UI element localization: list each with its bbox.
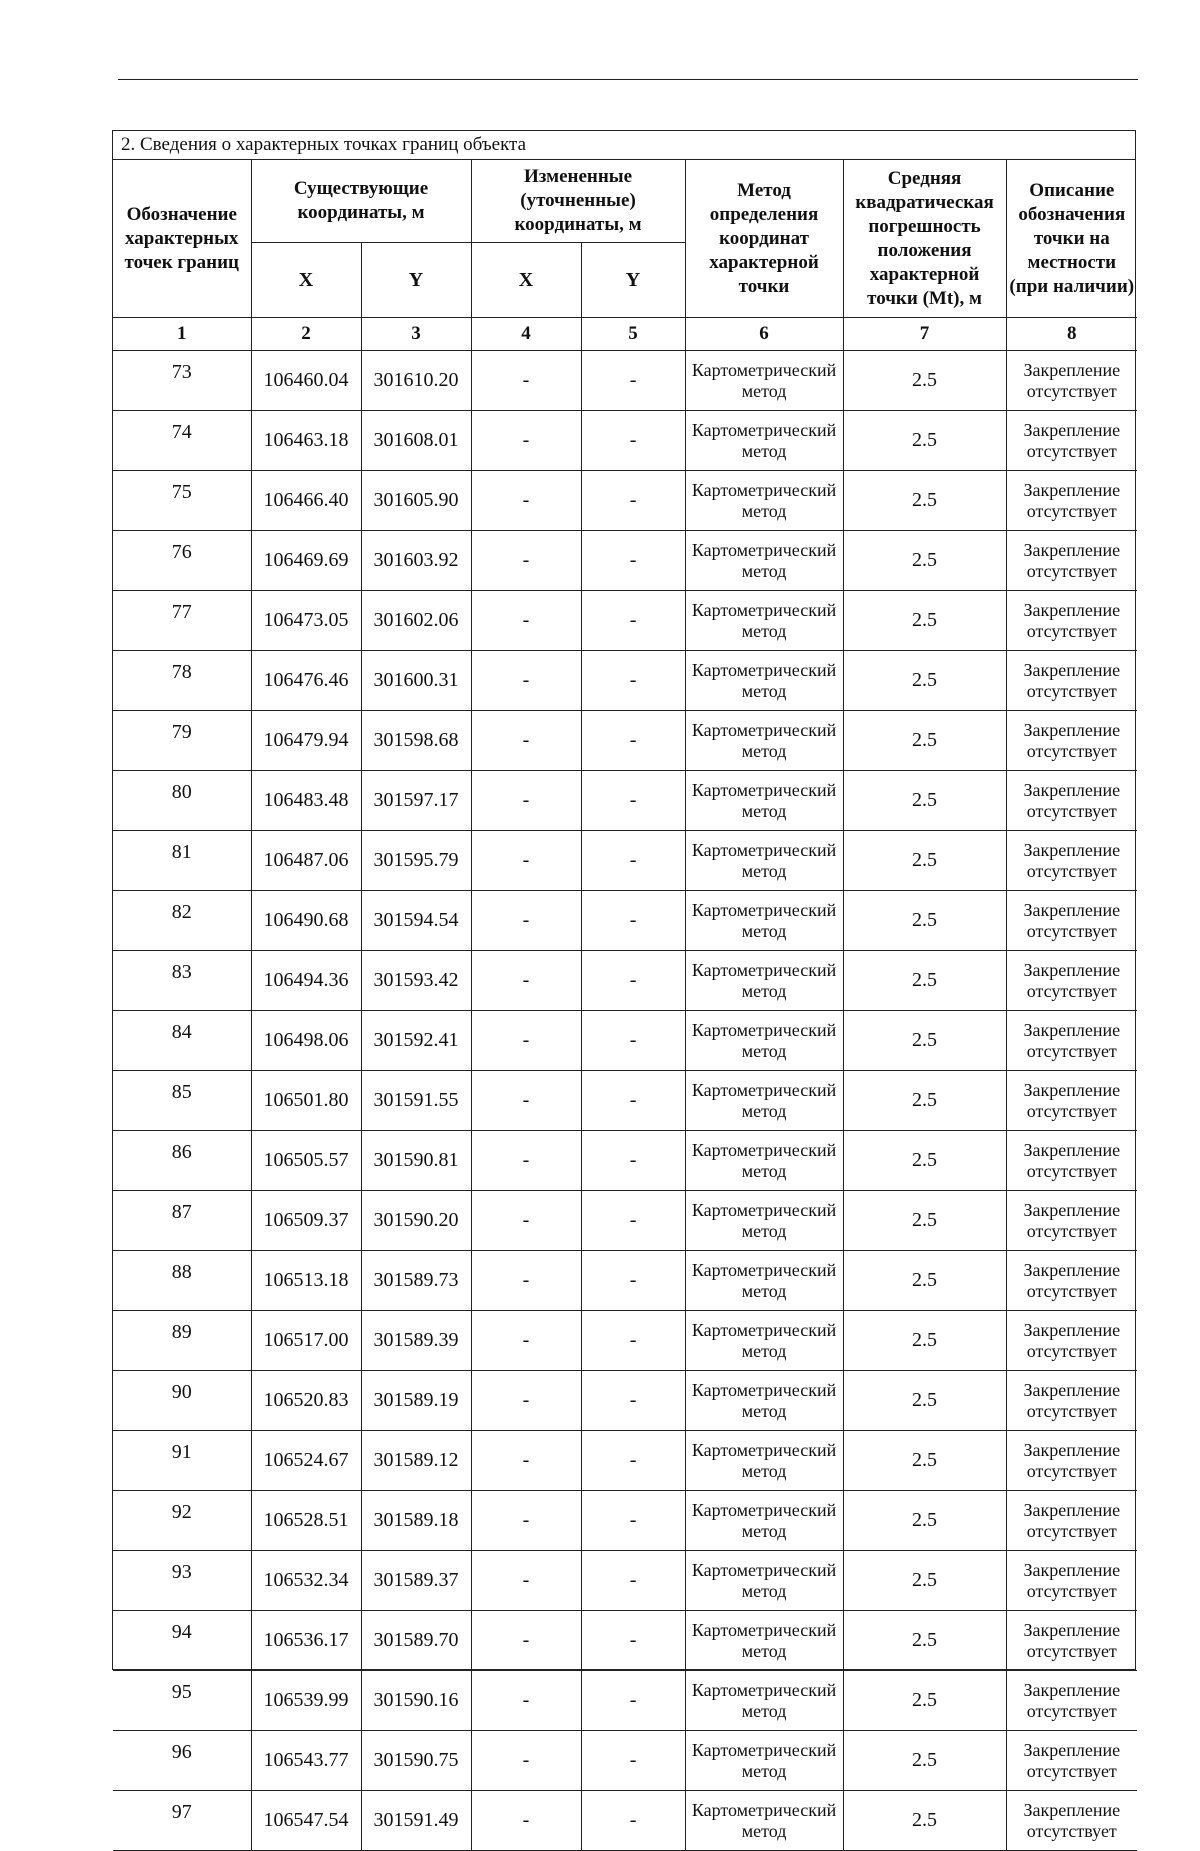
method-value: Картометрический метод bbox=[685, 1551, 843, 1611]
point-number: 95 bbox=[113, 1671, 251, 1731]
point-number: 88 bbox=[113, 1251, 251, 1311]
point-number: 90 bbox=[113, 1371, 251, 1431]
point-number: 81 bbox=[113, 831, 251, 891]
existing-y-value: 301590.75 bbox=[361, 1731, 471, 1791]
changed-x-value: - bbox=[471, 1071, 581, 1131]
table-row bbox=[113, 1011, 1137, 1071]
point-number: 80 bbox=[113, 771, 251, 831]
method-value: Картометрический метод bbox=[685, 1371, 843, 1431]
mean-error-value: 2.5 bbox=[843, 1791, 1006, 1851]
point-number: 91 bbox=[113, 1431, 251, 1491]
table-row bbox=[113, 1371, 1137, 1431]
description-value: Закрепление отсутствует bbox=[1006, 1011, 1137, 1071]
table-row bbox=[113, 1311, 1137, 1371]
header-changed-x: X bbox=[471, 243, 581, 318]
changed-x-value: - bbox=[471, 831, 581, 891]
existing-x-value: 106547.54 bbox=[251, 1791, 361, 1851]
mean-error-value: 2.5 bbox=[843, 471, 1006, 531]
existing-x-value: 106498.06 bbox=[251, 1011, 361, 1071]
changed-y-value: - bbox=[581, 531, 685, 591]
table-row bbox=[113, 1131, 1137, 1191]
method-value: Картометрический метод bbox=[685, 831, 843, 891]
mean-error-value: 2.5 bbox=[843, 1491, 1006, 1551]
table-row bbox=[113, 1491, 1137, 1551]
changed-x-value: - bbox=[471, 1311, 581, 1371]
mean-error-value: 2.5 bbox=[843, 771, 1006, 831]
mean-error-value: 2.5 bbox=[843, 351, 1006, 411]
existing-x-value: 106543.77 bbox=[251, 1731, 361, 1791]
existing-x-value: 106532.34 bbox=[251, 1551, 361, 1611]
existing-x-value: 106539.99 bbox=[251, 1671, 361, 1731]
header-description: Описание обозначения точки на местности (при наличии) bbox=[1006, 160, 1137, 318]
header-existing-coordinates: Существующие координаты, м bbox=[251, 160, 471, 243]
boundary-points-section bbox=[112, 130, 1136, 1841]
mean-error-value: 2.5 bbox=[843, 1551, 1006, 1611]
existing-y-value: 301589.39 bbox=[361, 1311, 471, 1371]
mean-error-value: 2.5 bbox=[843, 831, 1006, 891]
method-value: Картометрический метод bbox=[685, 1731, 843, 1791]
method-value: Картометрический метод bbox=[685, 591, 843, 651]
point-number: 94 bbox=[113, 1611, 251, 1671]
existing-y-value: 301590.20 bbox=[361, 1191, 471, 1251]
point-number: 96 bbox=[113, 1731, 251, 1791]
table-body bbox=[113, 351, 1137, 1851]
method-value: Картометрический метод bbox=[685, 711, 843, 771]
description-value: Закрепление отсутствует bbox=[1006, 1311, 1137, 1371]
changed-x-value: - bbox=[471, 531, 581, 591]
existing-x-value: 106528.51 bbox=[251, 1491, 361, 1551]
existing-y-value: 301600.31 bbox=[361, 651, 471, 711]
section-title: 2. Сведения о характерных точках границ объекта bbox=[113, 131, 1135, 160]
existing-x-value: 106509.37 bbox=[251, 1191, 361, 1251]
table-row bbox=[113, 711, 1137, 771]
description-value: Закрепление отсутствует bbox=[1006, 951, 1137, 1011]
table-row bbox=[113, 1731, 1137, 1791]
column-number: 4 bbox=[471, 318, 581, 351]
mean-error-value: 2.5 bbox=[843, 411, 1006, 471]
column-number: 8 bbox=[1006, 318, 1137, 351]
table-row bbox=[113, 891, 1137, 951]
mean-error-value: 2.5 bbox=[843, 711, 1006, 771]
changed-x-value: - bbox=[471, 1611, 581, 1671]
mean-error-value: 2.5 bbox=[843, 1671, 1006, 1731]
changed-y-value: - bbox=[581, 1731, 685, 1791]
changed-x-value: - bbox=[471, 1551, 581, 1611]
existing-x-value: 106490.68 bbox=[251, 891, 361, 951]
method-value: Картометрический метод bbox=[685, 771, 843, 831]
existing-x-value: 106536.17 bbox=[251, 1611, 361, 1671]
description-value: Закрепление отсутствует bbox=[1006, 831, 1137, 891]
point-number: 86 bbox=[113, 1131, 251, 1191]
description-value: Закрепление отсутствует bbox=[1006, 651, 1137, 711]
changed-x-value: - bbox=[471, 411, 581, 471]
description-value: Закрепление отсутствует bbox=[1006, 531, 1137, 591]
header-existing-y: Y bbox=[361, 243, 471, 318]
point-number: 75 bbox=[113, 471, 251, 531]
column-number: 6 bbox=[685, 318, 843, 351]
existing-y-value: 301602.06 bbox=[361, 591, 471, 651]
method-value: Картометрический метод bbox=[685, 651, 843, 711]
table-row bbox=[113, 771, 1137, 831]
method-value: Картометрический метод bbox=[685, 1071, 843, 1131]
point-number: 92 bbox=[113, 1491, 251, 1551]
method-value: Картометрический метод bbox=[685, 891, 843, 951]
existing-y-value: 301610.20 bbox=[361, 351, 471, 411]
mean-error-value: 2.5 bbox=[843, 1731, 1006, 1791]
existing-x-value: 106476.46 bbox=[251, 651, 361, 711]
column-number: 5 bbox=[581, 318, 685, 351]
point-number: 87 bbox=[113, 1191, 251, 1251]
column-number-row bbox=[113, 318, 1137, 351]
mean-error-value: 2.5 bbox=[843, 651, 1006, 711]
existing-x-value: 106494.36 bbox=[251, 951, 361, 1011]
changed-y-value: - bbox=[581, 1011, 685, 1071]
changed-y-value: - bbox=[581, 711, 685, 771]
changed-x-value: - bbox=[471, 1251, 581, 1311]
point-number: 83 bbox=[113, 951, 251, 1011]
existing-x-value: 106487.06 bbox=[251, 831, 361, 891]
method-value: Картометрический метод bbox=[685, 351, 843, 411]
changed-x-value: - bbox=[471, 1671, 581, 1731]
description-value: Закрепление отсутствует bbox=[1006, 1551, 1137, 1611]
boundary-points-table bbox=[113, 160, 1137, 1851]
changed-y-value: - bbox=[581, 1791, 685, 1851]
point-number: 77 bbox=[113, 591, 251, 651]
mean-error-value: 2.5 bbox=[843, 1071, 1006, 1131]
table-row bbox=[113, 1251, 1137, 1311]
existing-y-value: 301593.42 bbox=[361, 951, 471, 1011]
existing-y-value: 301589.18 bbox=[361, 1491, 471, 1551]
changed-x-value: - bbox=[471, 891, 581, 951]
method-value: Картометрический метод bbox=[685, 1191, 843, 1251]
changed-y-value: - bbox=[581, 771, 685, 831]
changed-x-value: - bbox=[471, 951, 581, 1011]
description-value: Закрепление отсутствует bbox=[1006, 411, 1137, 471]
changed-y-value: - bbox=[581, 1131, 685, 1191]
table-row bbox=[113, 1431, 1137, 1491]
existing-x-value: 106466.40 bbox=[251, 471, 361, 531]
method-value: Картометрический метод bbox=[685, 1251, 843, 1311]
column-number: 2 bbox=[251, 318, 361, 351]
description-value: Закрепление отсутствует bbox=[1006, 1431, 1137, 1491]
existing-x-value: 106513.18 bbox=[251, 1251, 361, 1311]
page-rule bbox=[118, 79, 1138, 80]
description-value: Закрепление отсутствует bbox=[1006, 591, 1137, 651]
existing-x-value: 106473.05 bbox=[251, 591, 361, 651]
method-value: Картометрический метод bbox=[685, 471, 843, 531]
point-number: 78 bbox=[113, 651, 251, 711]
point-number: 74 bbox=[113, 411, 251, 471]
changed-x-value: - bbox=[471, 1011, 581, 1071]
header-mean-error: Средняя квадратическая погрешность положения характерной точки (Mt), м bbox=[843, 160, 1006, 318]
column-number: 3 bbox=[361, 318, 471, 351]
mean-error-value: 2.5 bbox=[843, 1611, 1006, 1671]
changed-x-value: - bbox=[471, 1731, 581, 1791]
changed-x-value: - bbox=[471, 1191, 581, 1251]
changed-y-value: - bbox=[581, 651, 685, 711]
changed-y-value: - bbox=[581, 471, 685, 531]
description-value: Закрепление отсутствует bbox=[1006, 1191, 1137, 1251]
changed-y-value: - bbox=[581, 411, 685, 471]
changed-y-value: - bbox=[581, 1671, 685, 1731]
mean-error-value: 2.5 bbox=[843, 1251, 1006, 1311]
mean-error-value: 2.5 bbox=[843, 531, 1006, 591]
point-number: 89 bbox=[113, 1311, 251, 1371]
table-row bbox=[113, 1071, 1137, 1131]
mean-error-value: 2.5 bbox=[843, 1371, 1006, 1431]
existing-x-value: 106479.94 bbox=[251, 711, 361, 771]
header-existing-x: X bbox=[251, 243, 361, 318]
existing-y-value: 301598.68 bbox=[361, 711, 471, 771]
changed-x-value: - bbox=[471, 1791, 581, 1851]
changed-y-value: - bbox=[581, 1251, 685, 1311]
changed-y-value: - bbox=[581, 1611, 685, 1671]
column-number: 1 bbox=[113, 318, 251, 351]
existing-y-value: 301589.19 bbox=[361, 1371, 471, 1431]
description-value: Закрепление отсутствует bbox=[1006, 891, 1137, 951]
description-value: Закрепление отсутствует bbox=[1006, 1611, 1137, 1671]
changed-y-value: - bbox=[581, 1491, 685, 1551]
changed-x-value: - bbox=[471, 351, 581, 411]
point-number: 93 bbox=[113, 1551, 251, 1611]
changed-y-value: - bbox=[581, 591, 685, 651]
changed-x-value: - bbox=[471, 1131, 581, 1191]
mean-error-value: 2.5 bbox=[843, 951, 1006, 1011]
existing-y-value: 301592.41 bbox=[361, 1011, 471, 1071]
existing-x-value: 106517.00 bbox=[251, 1311, 361, 1371]
table-row bbox=[113, 1671, 1137, 1731]
table-row bbox=[113, 1791, 1137, 1851]
changed-y-value: - bbox=[581, 1191, 685, 1251]
changed-x-value: - bbox=[471, 1491, 581, 1551]
existing-x-value: 106520.83 bbox=[251, 1371, 361, 1431]
existing-y-value: 301594.54 bbox=[361, 891, 471, 951]
description-value: Закрепление отсутствует bbox=[1006, 471, 1137, 531]
mean-error-value: 2.5 bbox=[843, 1131, 1006, 1191]
mean-error-value: 2.5 bbox=[843, 1191, 1006, 1251]
method-value: Картометрический метод bbox=[685, 1791, 843, 1851]
existing-x-value: 106524.67 bbox=[251, 1431, 361, 1491]
changed-x-value: - bbox=[471, 471, 581, 531]
method-value: Картометрический метод bbox=[685, 1011, 843, 1071]
existing-x-value: 106501.80 bbox=[251, 1071, 361, 1131]
method-value: Картометрический метод bbox=[685, 531, 843, 591]
table-row bbox=[113, 1551, 1137, 1611]
changed-x-value: - bbox=[471, 1371, 581, 1431]
method-value: Картометрический метод bbox=[685, 951, 843, 1011]
point-number: 97 bbox=[113, 1791, 251, 1851]
table-row bbox=[113, 531, 1137, 591]
existing-y-value: 301589.70 bbox=[361, 1611, 471, 1671]
point-number: 79 bbox=[113, 711, 251, 771]
header-method: Метод определения координат характерной точки bbox=[685, 160, 843, 318]
description-value: Закрепление отсутствует bbox=[1006, 1491, 1137, 1551]
existing-y-value: 301589.37 bbox=[361, 1551, 471, 1611]
method-value: Картометрический метод bbox=[685, 1311, 843, 1371]
changed-y-value: - bbox=[581, 831, 685, 891]
existing-y-value: 301589.12 bbox=[361, 1431, 471, 1491]
table-row bbox=[113, 831, 1137, 891]
mean-error-value: 2.5 bbox=[843, 1311, 1006, 1371]
point-number: 73 bbox=[113, 351, 251, 411]
existing-y-value: 301591.49 bbox=[361, 1791, 471, 1851]
mean-error-value: 2.5 bbox=[843, 1011, 1006, 1071]
description-value: Закрепление отсутствует bbox=[1006, 1251, 1137, 1311]
point-number: 76 bbox=[113, 531, 251, 591]
point-number: 85 bbox=[113, 1071, 251, 1131]
method-value: Картометрический метод bbox=[685, 1611, 843, 1671]
header-point-designation: Обозначение характерных точек границ bbox=[113, 160, 251, 318]
changed-y-value: - bbox=[581, 951, 685, 1011]
changed-y-value: - bbox=[581, 1551, 685, 1611]
changed-x-value: - bbox=[471, 1431, 581, 1491]
changed-x-value: - bbox=[471, 771, 581, 831]
mean-error-value: 2.5 bbox=[843, 891, 1006, 951]
mean-error-value: 2.5 bbox=[843, 1431, 1006, 1491]
existing-y-value: 301590.81 bbox=[361, 1131, 471, 1191]
existing-x-value: 106460.04 bbox=[251, 351, 361, 411]
table-row bbox=[113, 411, 1137, 471]
changed-x-value: - bbox=[471, 651, 581, 711]
existing-x-value: 106469.69 bbox=[251, 531, 361, 591]
description-value: Закрепление отсутствует bbox=[1006, 1371, 1137, 1431]
point-number: 84 bbox=[113, 1011, 251, 1071]
description-value: Закрепление отсутствует bbox=[1006, 711, 1137, 771]
existing-y-value: 301595.79 bbox=[361, 831, 471, 891]
changed-y-value: - bbox=[581, 1311, 685, 1371]
description-value: Закрепление отсутствует bbox=[1006, 1131, 1137, 1191]
column-number: 7 bbox=[843, 318, 1006, 351]
table-row bbox=[113, 351, 1137, 411]
mean-error-value: 2.5 bbox=[843, 591, 1006, 651]
existing-x-value: 106483.48 bbox=[251, 771, 361, 831]
table-row bbox=[113, 651, 1137, 711]
table-row bbox=[113, 1611, 1137, 1671]
description-value: Закрепление отсутствует bbox=[1006, 1791, 1137, 1851]
method-value: Картометрический метод bbox=[685, 1431, 843, 1491]
table-row bbox=[113, 1191, 1137, 1251]
method-value: Картометрический метод bbox=[685, 1131, 843, 1191]
table-row bbox=[113, 951, 1137, 1011]
changed-y-value: - bbox=[581, 891, 685, 951]
existing-y-value: 301597.17 bbox=[361, 771, 471, 831]
existing-y-value: 301605.90 bbox=[361, 471, 471, 531]
method-value: Картометрический метод bbox=[685, 411, 843, 471]
header-changed-y: Y bbox=[581, 243, 685, 318]
existing-y-value: 301591.55 bbox=[361, 1071, 471, 1131]
changed-x-value: - bbox=[471, 591, 581, 651]
point-number: 82 bbox=[113, 891, 251, 951]
changed-y-value: - bbox=[581, 1071, 685, 1131]
table-row bbox=[113, 471, 1137, 531]
existing-x-value: 106505.57 bbox=[251, 1131, 361, 1191]
description-value: Закрепление отсутствует bbox=[1006, 351, 1137, 411]
description-value: Закрепление отсутствует bbox=[1006, 771, 1137, 831]
changed-y-value: - bbox=[581, 351, 685, 411]
method-value: Картометрический метод bbox=[685, 1491, 843, 1551]
table-row bbox=[113, 591, 1137, 651]
existing-x-value: 106463.18 bbox=[251, 411, 361, 471]
existing-y-value: 301603.92 bbox=[361, 531, 471, 591]
method-value: Картометрический метод bbox=[685, 1671, 843, 1731]
description-value: Закрепление отсутствует bbox=[1006, 1071, 1137, 1131]
changed-y-value: - bbox=[581, 1371, 685, 1431]
description-value: Закрепление отсутствует bbox=[1006, 1671, 1137, 1731]
existing-y-value: 301590.16 bbox=[361, 1671, 471, 1731]
changed-x-value: - bbox=[471, 711, 581, 771]
existing-y-value: 301589.73 bbox=[361, 1251, 471, 1311]
description-value: Закрепление отсутствует bbox=[1006, 1731, 1137, 1791]
header-changed-coordinates: Измененные (уточненные) координаты, м bbox=[471, 160, 685, 243]
existing-y-value: 301608.01 bbox=[361, 411, 471, 471]
changed-y-value: - bbox=[581, 1431, 685, 1491]
